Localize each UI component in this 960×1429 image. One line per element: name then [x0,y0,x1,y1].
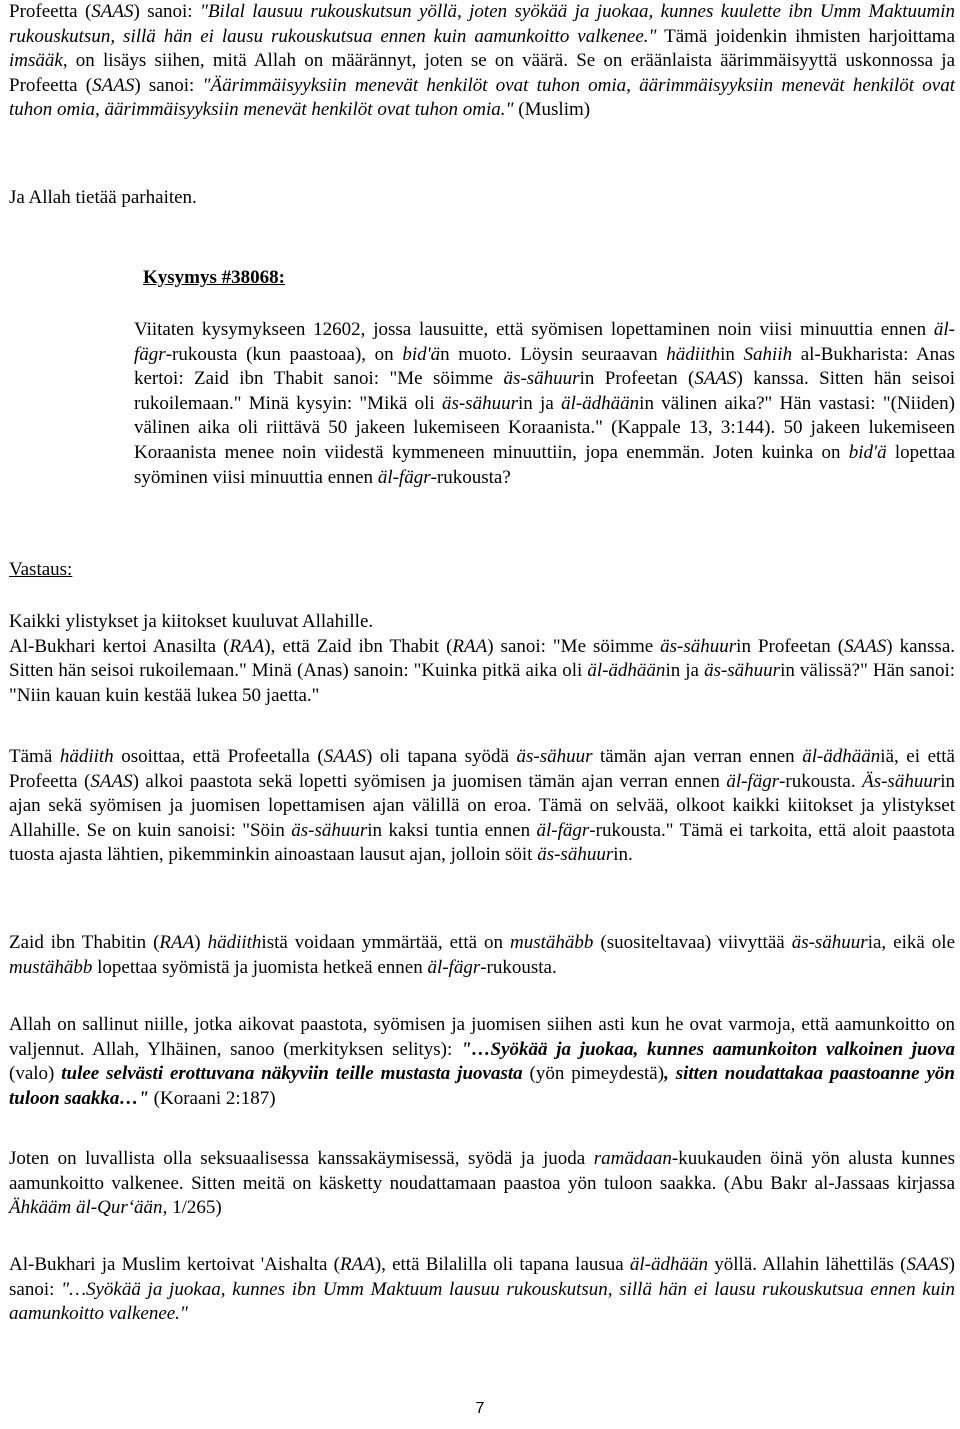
answer-paragraph-3: Zaid ibn Thabitin (RAA) hädiithistä voidaan ymmärtää, että on mustähäbb (suositeltavaa) viivyttää äs-sähuuria, eikä ole mustähäbb lopettaa syömistä ja juomista hetkeä ennen äl-fägr-rukousta. [9,932,955,978]
answer-paragraph-4: Allah on sallinut niille, jotka aikovat paastota, syömisen ja juomisen siihen asti kun he ovat varmoja, että aamunkoitto on valjennut. Allah, Ylhäinen, sanoo (merkityksen selitys): "…Syökää ja juokaa, kunnes aamunkoiton valkoinen juova (valo) tulee selvästi erottuvana näkyviin teille mustasta juovasta (yön pimeydestä), sitten noudattakaa paastoanne yön tuloon saakka…" (Koraani 2:187) [9,1014,955,1109]
question-text: Viitaten kysymykseen 12602, jossa lausuitte, että syömisen lopettaminen noin viisi minuuttia ennen äl-fägr-rukousta (kun paastoaa), on bid'än muoto. Löysin seuraavan hädiithin Sahiih al-Bukharista: Anas kertoi: Zaid ibn Thabit sanoi: "Me söimme äs-sähuurin Profeetan (SAAS) kanssa. Sitten hän seisoi rukoilemaan." Minä kysyin: "Mikä oli äs-sähuurin ja äl-ädhäänin välinen aika?" Hän vastasi: "(Niiden) välinen aika oli riittävä 50 jakeen lukemiseen Koraanista." (Kappale 13, 3:144). 50 jakeen lukemiseen Koraanista menee noin viidestä kymmeneen minuuttiin, jopa enemmän. Joten kuinka on bid'ä lopettaa syöminen viisi minuuttia ennen äl-fägr-rukousta? [134,319,956,488]
answer-paragraph-1: Kaikki ylistykset ja kiitokset kuuluvat Allahille. Al-Bukhari kertoi Anasilta (RAA), että Zaid ibn Thabit (RAA) sanoi: "Me söimme äs-sähuurin Profeetan (SAAS) kanssa. Sitten hän seisoi rukoilemaan." Minä (Anas) sanoin: "Kuinka pitkä aika oli äl-ädhäänin ja äs-sähuurin välissä?" Hän sanoi: "Niin kauan kuin kestää lukea 50 jaetta." [9,611,956,706]
answer-paragraph-2: Tämä hädiith osoittaa, että Profeetalla (SAAS) oli tapana syödä äs-sähuur tämän ajan verran ennen äl-ädhääniä, ei että Profeetta (SAAS) alkoi paastota sekä lopetti syömisen ja juomisen tämän ajan verran ennen äl-fägr-rukousta. Äs-sähuurin ajan sekä syömisen ja juomisen lopettamisen ajan välillä on eroa. Tämä on selvää, olkoot kaikki kiitokset ja ylistykset Allahille. Se on kuin sanoisi: "Söin äs-sähuurin kaksi tuntia ennen äl-fägr-rukousta." Tämä ei tarkoita, että aloit paastota tuosta ajasta lähtien, pikemminkin ainoastaan lausut ajan, jolloin söit äs-sähuurin. [9,746,956,866]
paragraph-bilal-hadith: Profeetta (SAAS) sanoi: "Bilal lausuu rukouskutsun yöllä, joten syökää ja juokaa, kunnes kuulette ibn Umm Maktuumin rukouskutsun, sillä hän ei lausu rukouskutsua ennen kuin aamunkoitto valkenee." Tämä joidenkin ihmisten harjoittama imsääk, on lisäys siihen, mitä Allah on määrännyt, joten se on väärä. Se on eräänlaista äärimmäisyyttä uskonnossa ja Profeetta (SAAS) sanoi: "Äärimmäisyyksiin menevät henkilöt ovat tuhon omia, äärimmäisyyksiin menevät henkilöt ovat tuhon omia, äärimmäisyyksiin menevät henkilöt ovat tuhon omia." (Muslim) [9,1,956,121]
closing-line: Ja Allah tietää parhaiten. [9,187,197,208]
answer-label: Vastaus: [9,559,73,580]
answer-paragraph-6: Al-Bukhari ja Muslim kertoivat 'Aishalta (RAA), että Bilalilla oli tapana lausua äl-ädhään yöllä. Allahin lähettiläs (SAAS) sanoi: "…Syökää ja juokaa, kunnes ibn Umm Maktuum lausuu rukouskutsun, sillä hän ei lausu rukouskutsua ennen kuin aamunkoitto valkenee." [9,1254,956,1325]
page-number: 7 [475,1400,485,1417]
answer-paragraph-5: Joten on luvallista olla seksuaalisessa kanssakäymisessä, syödä ja juoda ramädaan-kuukauden öinä yön alusta kunnes aamunkoitto valkenee. Sitten meitä on käsketty noudattamaan paastoa yön tuloon saakka. (Abu Bakr al-Jassaas kirjassa Ähkääm äl-Qur‘ään, 1/265) [9,1148,955,1219]
question-title: Kysymys #38068: [143,267,285,288]
